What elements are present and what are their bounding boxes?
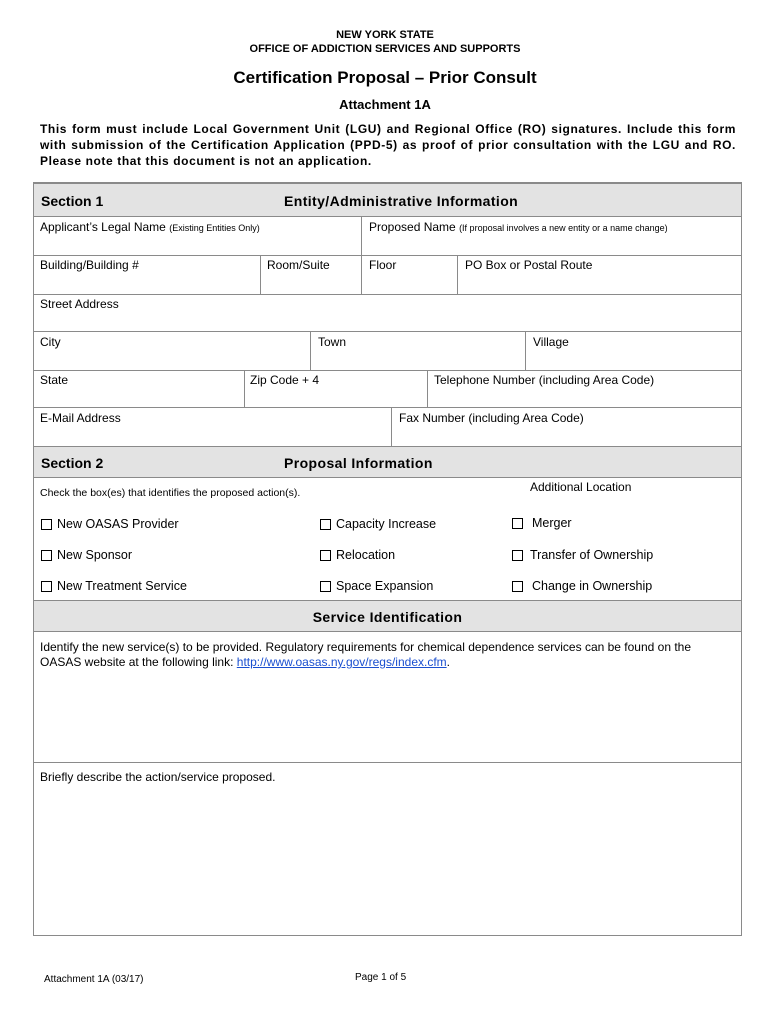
- row-divider: [34, 370, 741, 371]
- section2-header: [34, 446, 741, 478]
- section2-number: Section 2: [41, 455, 104, 471]
- state-heading: NEW YORK STATE: [336, 29, 434, 41]
- building-field[interactable]: Building/Building #: [40, 258, 139, 272]
- checkbox-relocation[interactable]: [320, 548, 395, 562]
- describe-action-field[interactable]: Briefly describe the action/service proposed.: [40, 770, 276, 784]
- city-field[interactable]: City: [40, 335, 61, 349]
- row-divider: [34, 762, 741, 763]
- service-text: Identify the new service(s) to be provided. Regulatory requirements for chemical dependence services can be found on the OASAS website at the following link:: [40, 640, 692, 669]
- checkbox-new-treatment[interactable]: [41, 579, 187, 593]
- page-title: Certification Proposal – Prior Consult: [233, 68, 537, 87]
- col-divider: [391, 407, 392, 446]
- checkbox-new-sponsor[interactable]: [41, 548, 132, 562]
- checkbox-icon[interactable]: [512, 518, 523, 529]
- proposed-name-field[interactable]: [369, 220, 668, 234]
- service-title: Service Identification: [312, 609, 463, 625]
- checkbox-icon[interactable]: [41, 550, 52, 561]
- proposed-name-label: Proposed Name: [369, 220, 456, 234]
- checkbox-icon[interactable]: [320, 519, 331, 530]
- email-field[interactable]: E-Mail Address: [40, 411, 121, 425]
- legal-name-note: (Existing Entities Only): [169, 223, 260, 233]
- checkbox-label: Change in Ownership: [532, 579, 653, 593]
- checkbox-icon[interactable]: [41, 581, 52, 592]
- service-link-suffix: .: [446, 655, 450, 669]
- section1-title: Entity/Administrative Information: [284, 193, 519, 209]
- section2-title: Proposal Information: [284, 455, 433, 471]
- checkbox-change-ownership[interactable]: [512, 579, 652, 593]
- checkbox-space-expansion[interactable]: [320, 579, 433, 593]
- page-number: Page 1 of 5: [355, 972, 407, 983]
- checkbox-icon[interactable]: [320, 550, 331, 561]
- service-instructions: [40, 640, 734, 670]
- oasas-regs-link[interactable]: http://www.oasas.ny.gov/regs/index.cfm: [236, 655, 447, 669]
- po-box-field[interactable]: PO Box or Postal Route: [465, 258, 593, 272]
- checkbox-capacity-increase[interactable]: [320, 517, 436, 531]
- telephone-field[interactable]: Telephone Number (including Area Code): [434, 373, 655, 387]
- fax-field[interactable]: Fax Number (including Area Code): [399, 411, 584, 425]
- col-divider: [525, 331, 526, 370]
- form-id: Attachment 1A (03/17): [44, 974, 144, 985]
- checkbox-label: New Treatment Service: [57, 579, 187, 593]
- legal-name-label: Applicant’s Legal Name: [40, 220, 166, 234]
- office-heading: OFFICE OF ADDICTION SERVICES AND SUPPORTS: [249, 43, 521, 55]
- col-divider: [427, 370, 428, 407]
- row-divider: [34, 331, 741, 332]
- attachment-label: Attachment 1A: [339, 97, 431, 112]
- col-divider: [361, 217, 362, 294]
- checkbox-merger[interactable]: [512, 516, 572, 530]
- additional-location-label: Additional Location: [530, 480, 632, 494]
- village-field[interactable]: Village: [533, 335, 569, 349]
- checkbox-icon[interactable]: [41, 519, 52, 530]
- col-divider: [310, 331, 311, 370]
- proposed-name-note: (If proposal involves a new entity or a name change): [459, 223, 668, 233]
- checkbox-transfer-ownership[interactable]: [512, 548, 653, 562]
- col-divider: [260, 255, 261, 294]
- town-field[interactable]: Town: [318, 335, 347, 349]
- section1-number: Section 1: [41, 193, 104, 209]
- section2-instruction: Check the box(es) that identifies the proposed action(s).: [40, 487, 301, 499]
- row-divider: [34, 255, 741, 256]
- checkbox-label: New OASAS Provider: [57, 517, 179, 531]
- floor-field[interactable]: Floor: [369, 258, 397, 272]
- section1-header: [34, 183, 741, 217]
- checkbox-label: Transfer of Ownership: [530, 548, 654, 562]
- checkbox-label: Space Expansion: [336, 579, 434, 593]
- legal-name-field[interactable]: [40, 220, 260, 234]
- col-divider: [457, 255, 458, 294]
- checkbox-label: Merger: [532, 516, 572, 530]
- checkbox-label: Capacity Increase: [336, 517, 437, 531]
- checkbox-label: Relocation: [336, 548, 396, 562]
- intro-text: This form must include Local Government Unit (LGU) and Regional Office (RO) signatures. Include this form with submission of the Certification Application (PPD-5) as proof of prior consultation with the LGU and RO. Please note that this document is not an application.: [40, 122, 736, 168]
- row-divider: [34, 294, 741, 295]
- checkbox-icon[interactable]: [320, 581, 331, 592]
- service-header: [34, 600, 741, 632]
- row-divider: [34, 407, 741, 408]
- checkbox-icon[interactable]: [512, 581, 523, 592]
- col-divider: [244, 370, 245, 407]
- state-field[interactable]: State: [40, 373, 69, 387]
- room-field[interactable]: Room/Suite: [267, 258, 330, 272]
- checkbox-icon[interactable]: [512, 550, 523, 561]
- checkbox-label: New Sponsor: [57, 548, 133, 562]
- checkbox-new-provider[interactable]: [41, 517, 179, 531]
- street-address-field[interactable]: Street Address: [40, 297, 119, 311]
- zip-field[interactable]: Zip Code + 4: [250, 373, 320, 387]
